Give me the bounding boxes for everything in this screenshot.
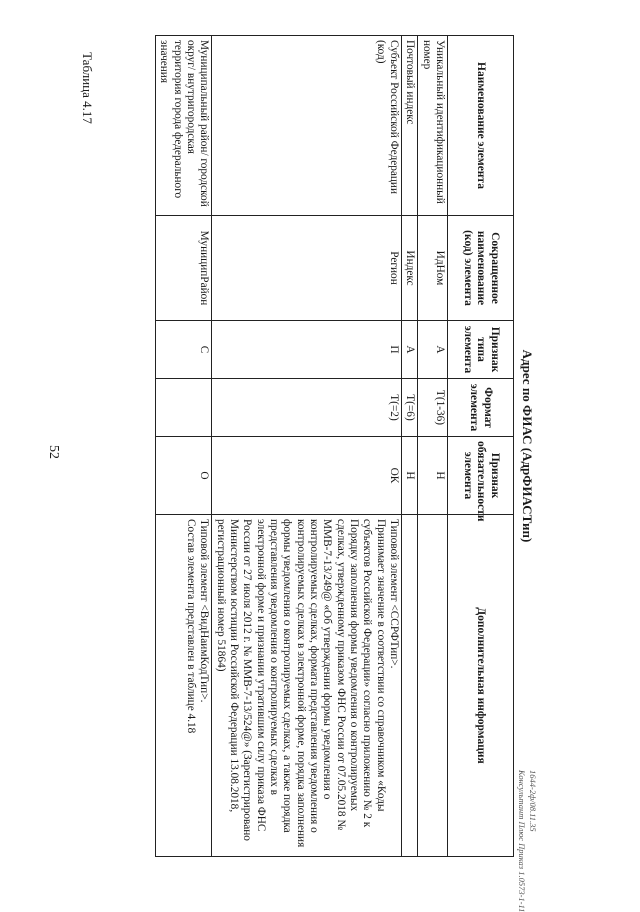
- cell-element-name: Уникальный идентификационный номер: [418, 36, 448, 216]
- cell-additional-info: [418, 515, 448, 857]
- cell-element-name: Субъект Российской Федерации (код): [212, 36, 402, 216]
- cell-element-required: ОК: [212, 437, 402, 515]
- header-element-format: Формат элемента: [448, 379, 514, 437]
- data-table: [155, 35, 514, 857]
- info-paragraph: Типовой элемент <ССРФТип>.: [388, 519, 401, 669]
- header-element-required: Признак обязательности элемента: [448, 437, 514, 515]
- table-header-row: [448, 36, 514, 857]
- info-paragraph: Состав элемента представлен в таблице 4.18: [185, 519, 198, 734]
- table-row: [402, 36, 418, 857]
- stamp-line-1: 1644-2ф/08.11.35: [528, 770, 538, 832]
- table-row: [212, 36, 402, 857]
- cell-additional-info: [402, 515, 418, 857]
- cell-element-code: ИдНом: [418, 216, 448, 321]
- cell-element-name: Почтовый индекс: [402, 36, 418, 216]
- cell-element-code: Регион: [212, 216, 402, 321]
- cell-element-type: П: [212, 321, 402, 379]
- cell-element-code: МуниципРайон: [156, 216, 212, 321]
- header-element-name: Наименование элемента: [448, 36, 514, 216]
- cell-additional-info: [212, 515, 402, 857]
- cell-element-format: T(=6): [402, 379, 418, 437]
- page-number: 52: [46, 445, 61, 459]
- rotated-table-block: [103, 35, 540, 857]
- cell-additional-info: [156, 515, 212, 857]
- table-row: [156, 36, 212, 857]
- cell-element-required: О: [156, 437, 212, 515]
- cell-element-code: Индекс: [402, 216, 418, 321]
- header-element-type: Признак типа элемента: [448, 321, 514, 379]
- cell-element-required: Н: [418, 437, 448, 515]
- header-additional-info: Дополнительная информация: [448, 515, 514, 857]
- cell-element-type: А: [418, 321, 448, 379]
- info-paragraph: Типовой элемент <ВидНаимКодТип>.: [198, 519, 211, 703]
- cell-element-type: С: [156, 321, 212, 379]
- table-body: [156, 36, 448, 857]
- cell-element-format: T(1-36): [418, 379, 448, 437]
- table-row: [418, 36, 448, 857]
- cell-element-required: Н: [402, 437, 418, 515]
- table-label: Таблица 4.17: [80, 52, 95, 124]
- document-stamp: [516, 770, 538, 912]
- cell-element-format: T(=2): [212, 379, 402, 437]
- table-title: Адрес по ФИАС (АдрФИАСТип): [520, 349, 535, 543]
- cell-element-name: Муниципальный район/ городской округ/ внутригородская территория города федерального значения: [156, 36, 212, 216]
- stamp-line-2: Консультант Плюс Приказ 1.0573-1-11: [517, 770, 527, 912]
- cell-element-type: А: [402, 321, 418, 379]
- header-element-code: Сокращенное наименование (код) элемента: [448, 216, 514, 321]
- info-paragraph: Принимает значение в соответствии со справочником «Коды субъектов Российской Федерации» согласно приложению № 2 к Порядку заполнения формы уведомления о контролируемых сделках, утвержденному приказом ФНС России от 07.05.2018 № ММВ-7-13/249@ «Об утверждении формы уведомления о контролируемых сделках, формата представления уведомления о контролируемых сделках в электронной форме, порядка заполнения формы уведомления о контролируемых сделках, а также порядка представления уведомления о контролируемых сделках в электронной форме и признании утратившим силу приказа ФНС России от 27 июля 2012 г. № ММВ-7-13/524@» (Зарегистрировано Министерством юстиции Российской Федерации 13.08.2018, регистрационный номер 51864): [214, 519, 387, 848]
- cell-element-format: [156, 379, 212, 437]
